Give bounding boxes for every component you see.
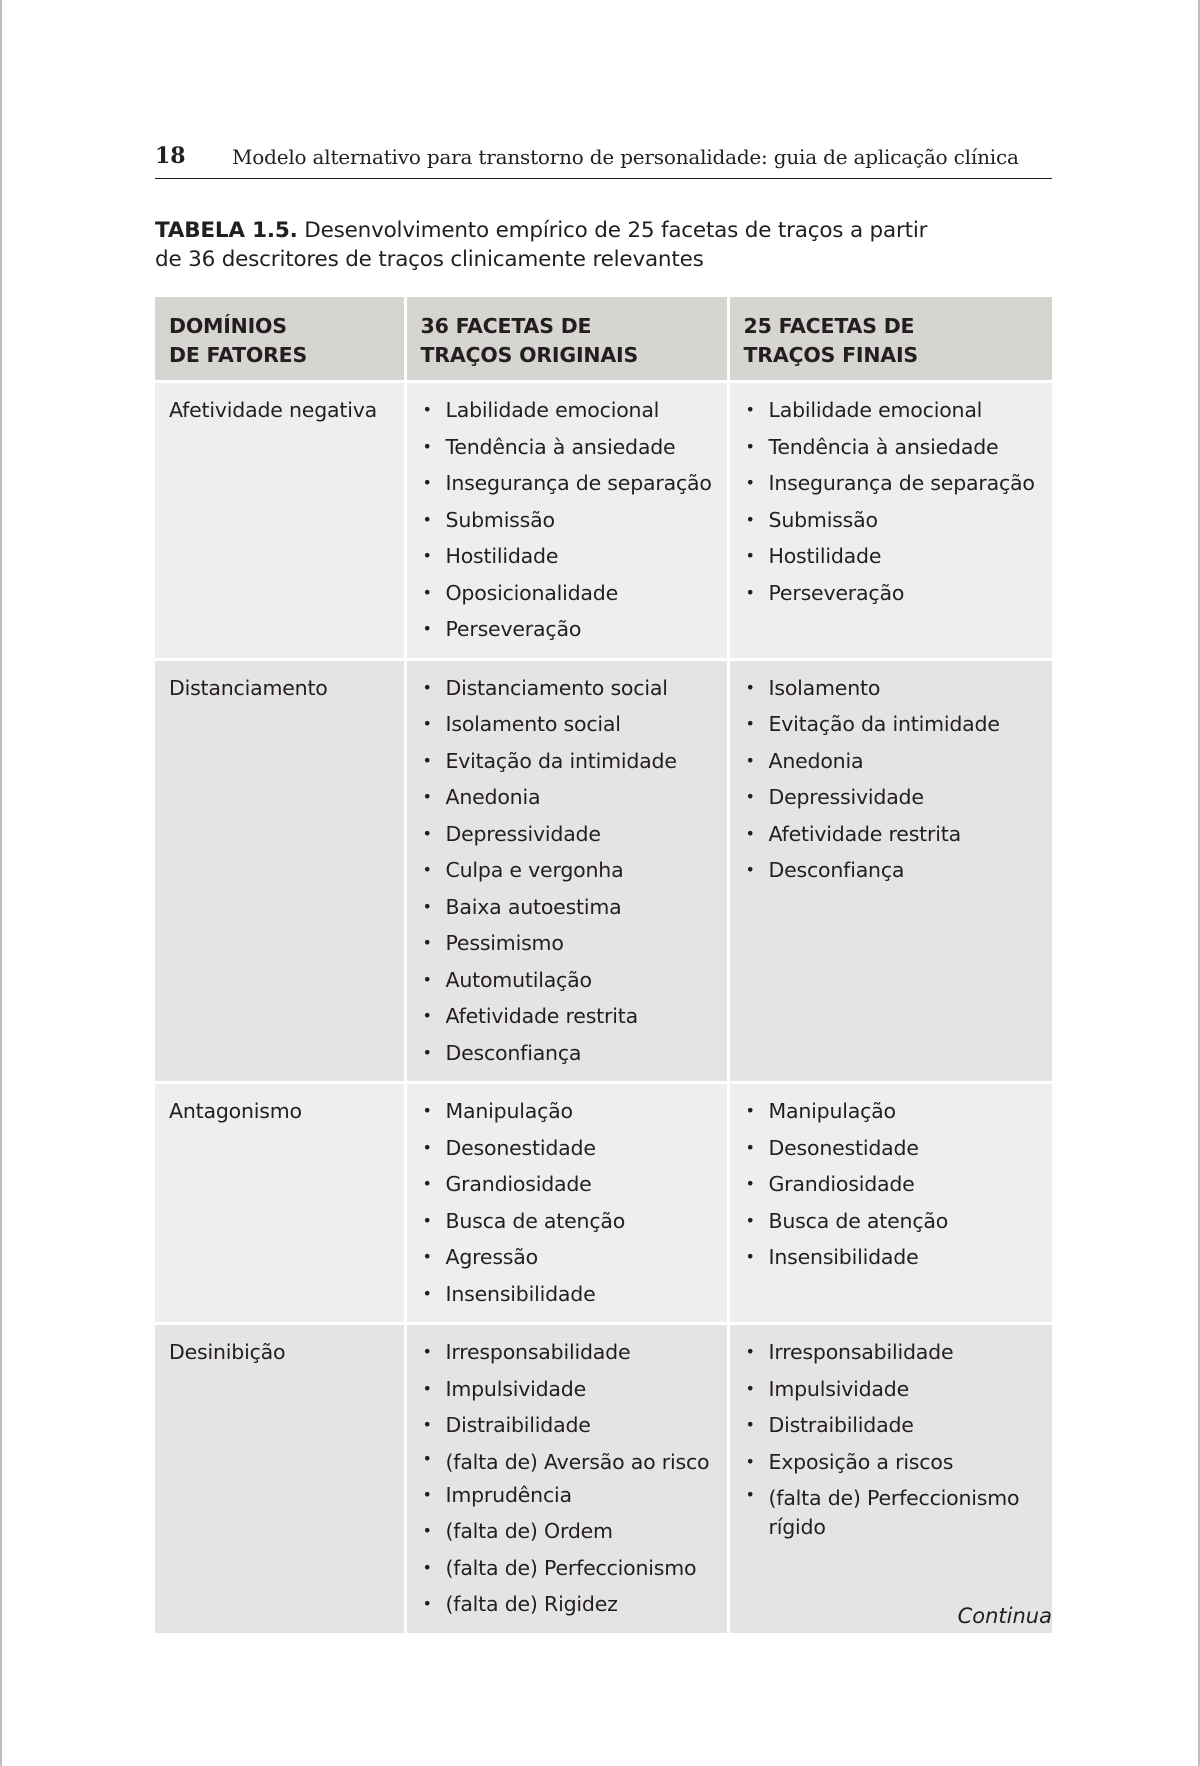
list-item: • Afetividade restrita xyxy=(744,816,1039,853)
final-facets-cell xyxy=(728,382,1052,660)
list-item: • Baixa autoestima xyxy=(421,889,713,926)
caption-line-2: de 36 descritores de traços clinicamente relevantes xyxy=(155,247,704,272)
original-facets-list xyxy=(421,1093,713,1312)
list-item: • Hostilidade xyxy=(421,538,713,575)
list-item: • Insensibilidade xyxy=(421,1276,713,1313)
caption-text-1: Desenvolvimento empírico de 25 facetas de traços a partir xyxy=(297,218,928,243)
list-item: • Desconfiança xyxy=(744,852,1039,889)
list-item: • Insensibilidade xyxy=(744,1239,1039,1276)
header-original-facets: 36 FACETAS DE TRAÇOS ORIGINAIS xyxy=(405,297,728,382)
final-facets-list xyxy=(744,392,1039,611)
domain-cell: Antagonismo xyxy=(155,1083,405,1324)
original-facets-list xyxy=(421,670,713,1072)
original-facets-list xyxy=(421,392,713,648)
list-item: • Evitação da intimidade xyxy=(744,706,1039,743)
list-item: • Tendência à ansiedade xyxy=(421,429,713,466)
list-item: • Hostilidade xyxy=(744,538,1039,575)
list-item: • Culpa e vergonha xyxy=(421,852,713,889)
list-item: • Irresponsabilidade xyxy=(744,1334,1039,1371)
list-item: • Isolamento social xyxy=(421,706,713,743)
domain-cell: Distanciamento xyxy=(155,659,405,1083)
running-title: Modelo alternativo para transtorno de personalidade: guia de aplicação clínica xyxy=(232,145,1019,169)
original-facets-cell xyxy=(405,382,728,660)
list-item: • Grandiosidade xyxy=(421,1166,713,1203)
list-item: • Insegurança de separação xyxy=(421,465,713,502)
caption-line-1 xyxy=(155,216,1055,245)
table-row xyxy=(155,382,1052,660)
original-facets-cell xyxy=(405,1324,728,1633)
list-item: • Submissão xyxy=(421,502,713,539)
list-item: • Tendência à ansiedade xyxy=(744,429,1039,466)
list-item: • Oposicionalidade xyxy=(421,575,713,612)
list-item: • Distraibilidade xyxy=(744,1407,1039,1444)
list-item: • Depressividade xyxy=(421,816,713,853)
list-item: • Anedonia xyxy=(421,779,713,816)
original-facets-cell xyxy=(405,1083,728,1324)
domain-cell: Afetividade negativa xyxy=(155,382,405,660)
list-item: • Evitação da intimidade xyxy=(421,743,713,780)
list-item: • (falta de) Rigidez xyxy=(421,1586,713,1623)
table-row xyxy=(155,1083,1052,1324)
table-row xyxy=(155,659,1052,1083)
list-item: • Manipulação xyxy=(744,1093,1039,1130)
list-item: • Desonestidade xyxy=(744,1130,1039,1167)
list-item: • Labilidade emocional xyxy=(744,392,1039,429)
list-item: • Distanciamento social xyxy=(421,670,713,707)
list-item: • Impulsividade xyxy=(744,1371,1039,1408)
caption-label: TABELA 1.5. xyxy=(155,218,298,243)
original-facets-cell xyxy=(405,659,728,1083)
list-item: • (falta de) Aversão ao risco xyxy=(421,1444,713,1477)
continua-label: Continua xyxy=(957,1604,1052,1628)
list-item: • Automutilação xyxy=(421,962,713,999)
list-item: • Afetividade restrita xyxy=(421,998,713,1035)
list-item: • (falta de) Perfeccionismo rígido xyxy=(744,1480,1039,1542)
list-item: • Desonestidade xyxy=(421,1130,713,1167)
list-item: • Perseveração xyxy=(421,611,713,648)
list-item: • Depressividade xyxy=(744,779,1039,816)
domain-cell: Desinibição xyxy=(155,1324,405,1633)
final-facets-list xyxy=(744,1334,1039,1542)
list-item: • Imprudência xyxy=(421,1477,713,1514)
list-item: • Anedonia xyxy=(744,743,1039,780)
list-item: • Manipulação xyxy=(421,1093,713,1130)
list-item: • Busca de atenção xyxy=(421,1203,713,1240)
list-item: • Desconfiança xyxy=(421,1035,713,1072)
list-item: • Distraibilidade xyxy=(421,1407,713,1444)
final-facets-list xyxy=(744,670,1039,889)
list-item: • Labilidade emocional xyxy=(421,392,713,429)
list-item: • Grandiosidade xyxy=(744,1166,1039,1203)
list-item: • Impulsividade xyxy=(421,1371,713,1408)
list-item: • Perseveração xyxy=(744,575,1039,612)
table-header-row xyxy=(155,297,1052,382)
list-item: • Pessimismo xyxy=(421,925,713,962)
final-facets-list xyxy=(744,1093,1039,1276)
original-facets-list xyxy=(421,1334,713,1623)
facets-table xyxy=(155,297,1052,1633)
list-item: • Submissão xyxy=(744,502,1039,539)
list-item: • Busca de atenção xyxy=(744,1203,1039,1240)
table-row xyxy=(155,1324,1052,1633)
list-item: • Exposição a riscos xyxy=(744,1444,1039,1481)
header-domains: DOMÍNIOS DE FATORES xyxy=(155,297,405,382)
list-item: • Agressão xyxy=(421,1239,713,1276)
final-facets-cell xyxy=(728,659,1052,1083)
list-item: • (falta de) Ordem xyxy=(421,1513,713,1550)
header-final-facets: 25 FACETAS DE TRAÇOS FINAIS xyxy=(728,297,1052,382)
running-head xyxy=(155,140,1052,179)
final-facets-cell xyxy=(728,1324,1052,1633)
list-item: • (falta de) Perfeccionismo xyxy=(421,1550,713,1587)
table-caption xyxy=(155,216,1055,274)
list-item: • Irresponsabilidade xyxy=(421,1334,713,1371)
final-facets-cell xyxy=(728,1083,1052,1324)
page-number: 18 xyxy=(155,143,186,169)
list-item: • Isolamento xyxy=(744,670,1039,707)
list-item: • Insegurança de separação xyxy=(744,465,1039,502)
page-edge-left xyxy=(0,0,2,1766)
